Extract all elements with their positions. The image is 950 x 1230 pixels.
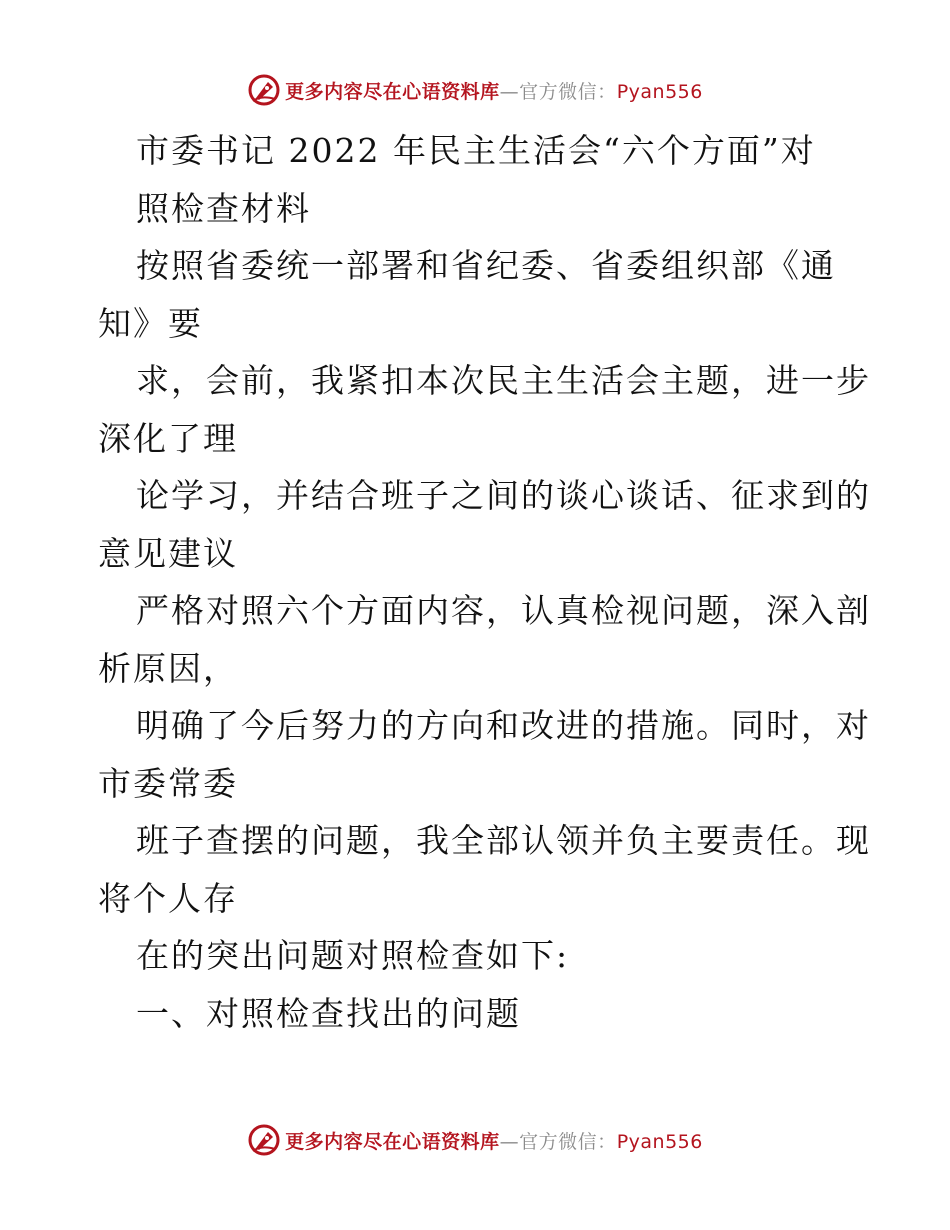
footer-watermark [0,1120,950,1160]
text-line: 意见建议 [98,533,238,573]
watermark-sub-text: 官方微信： [519,1130,617,1153]
text-line: 严格对照六个方面内容，认真检视问题，深入剖 [136,591,871,630]
text-line: 深化了理 [98,418,238,458]
pen-nib-logo-icon [247,73,281,107]
text-line: 照检查材料 [136,188,311,228]
pen-nib-logo-icon [247,1123,281,1157]
watermark-dash: — [499,1130,520,1153]
watermark-main-text: 更多内容尽在心语资料库 [285,1130,500,1153]
text-line: 市委常委 [98,763,238,803]
text-line: 求，会前，我紧扣本次民主生活会主题，进一步 [136,361,871,400]
watermark-dash: — [499,80,520,103]
watermark-id: Pyan556 [616,80,703,103]
text-line: 在的突出问题对照检查如下: [136,936,570,975]
header-watermark [0,70,950,110]
text-line: 知》要 [98,303,203,343]
document-body [0,122,950,1042]
text-line: 按照省委统一部署和省纪委、省委组织部《通 [136,246,836,285]
text-line: 市委书记 2022 年民主生活会“六个方面”对 [136,131,816,170]
watermark-sub-text: 官方微信： [519,80,617,103]
text-line: 论学习，并结合班子之间的谈心谈话、征求到的 [136,476,871,515]
text-line: 班子查摆的问题，我全部认领并负主要责任。现 [136,821,871,860]
text-line: 将个人存 [98,878,238,918]
watermark-id: Pyan556 [616,1130,703,1153]
text-line: 一、对照检查找出的问题 [136,993,521,1033]
watermark-main-text: 更多内容尽在心语资料库 [285,80,500,103]
text-line: 明确了今后努力的方向和改进的措施。同时，对 [136,706,871,745]
text-line: 析原因， [98,648,238,688]
